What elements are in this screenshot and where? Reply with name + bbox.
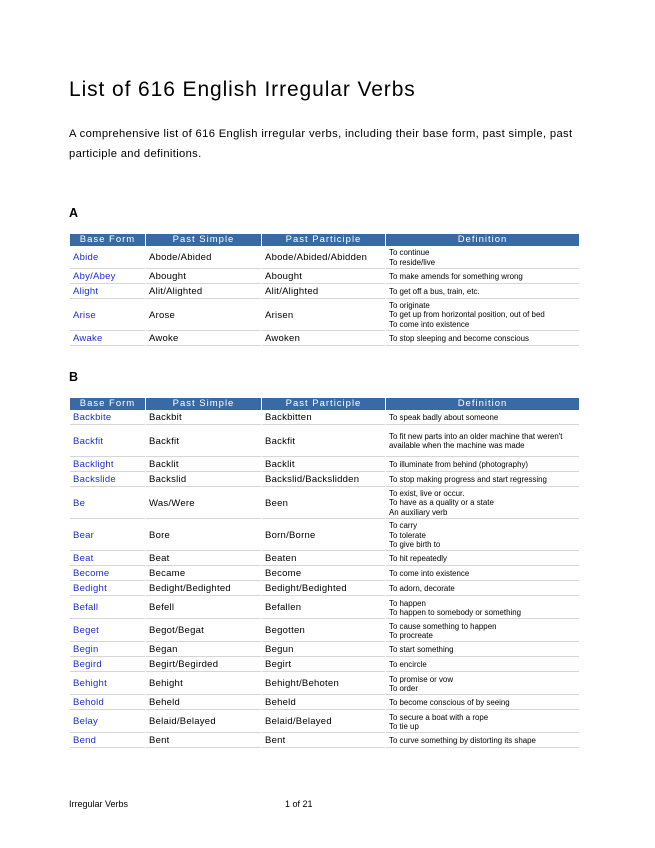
definition-line: To stop making progress and start regressing (389, 474, 547, 484)
verb-link[interactable]: Befall (70, 597, 145, 619)
past-participle-cell: Bent (262, 734, 385, 748)
past-participle-cell: Become (262, 567, 385, 581)
column-header-past-participle: Past Participle (262, 398, 385, 410)
definition-line: To make amends for something wrong (389, 271, 523, 281)
past-participle-cell: Befallen (262, 597, 385, 619)
definition-line: To come into existence (389, 569, 470, 579)
verb-link[interactable]: Backbite (70, 411, 145, 425)
past-simple-cell: Abought (146, 270, 261, 284)
definition-line: To tie up (389, 721, 419, 731)
section-heading-a: A (69, 206, 79, 220)
past-simple-cell: Backbit (146, 411, 261, 425)
past-participle-cell: Abought (262, 270, 385, 284)
table-row (70, 488, 579, 519)
definition-cell (386, 643, 579, 657)
definition-line: To speak badly about someone (389, 412, 499, 422)
column-header-past-simple: Past Simple (146, 234, 261, 246)
table-row (70, 658, 579, 672)
verb-link[interactable]: Become (70, 567, 145, 581)
past-simple-cell: Awoke (146, 332, 261, 346)
definition-cell (386, 734, 579, 748)
footer-label: Irregular Verbs (69, 799, 129, 809)
past-participle-cell: Backbitten (262, 411, 385, 425)
table-row (70, 620, 579, 642)
definition-line: To illuminate from behind (photography) (389, 459, 529, 469)
past-participle-cell: Backfit (262, 426, 385, 457)
table-row (70, 332, 579, 346)
page-number: 1 of 21 (285, 799, 313, 809)
verb-link[interactable]: Bend (70, 734, 145, 748)
table-row (70, 582, 579, 596)
definition-cell (386, 458, 579, 472)
verb-link[interactable]: Backlight (70, 458, 145, 472)
past-simple-cell: Behight (146, 673, 261, 695)
definition-cell (386, 300, 579, 331)
verb-link[interactable]: Behight (70, 673, 145, 695)
verb-link[interactable]: Arise (70, 300, 145, 331)
verb-link[interactable]: Alight (70, 285, 145, 299)
definition-cell (386, 270, 579, 284)
definition-cell (386, 620, 579, 642)
past-simple-cell: Beat (146, 552, 261, 566)
verb-link[interactable]: Begin (70, 643, 145, 657)
definition-line: To curve something by distorting its shape (389, 736, 536, 746)
past-simple-cell: Begot/Begat (146, 620, 261, 642)
section-heading-b: B (69, 370, 79, 384)
verb-link[interactable]: Awake (70, 332, 145, 346)
verb-link[interactable]: Beget (70, 620, 145, 642)
past-participle-cell: Arisen (262, 300, 385, 331)
definition-cell (386, 520, 579, 551)
past-simple-cell: Begirt/Begirded (146, 658, 261, 672)
table-row (70, 300, 579, 331)
table-row (70, 673, 579, 695)
verb-link[interactable]: Belay (70, 711, 145, 733)
table-row (70, 411, 579, 425)
definition-line: An auxiliary verb (389, 507, 448, 517)
verb-link[interactable]: Abide (70, 247, 145, 269)
definition-line: To procreate (389, 630, 433, 640)
column-header-base-form: Base Form (70, 234, 145, 246)
table-row (70, 458, 579, 472)
table-row (70, 520, 579, 551)
table-row (70, 696, 579, 710)
verb-link[interactable]: Behold (70, 696, 145, 710)
definition-line: To originate (389, 301, 430, 310)
page-title: List of 616 English Irregular Verbs (69, 78, 416, 101)
past-participle-cell: Beaten (262, 552, 385, 566)
past-simple-cell: Became (146, 567, 261, 581)
past-participle-cell: Begotten (262, 620, 385, 642)
definition-line: To tolerate (389, 530, 426, 540)
past-simple-cell: Bore (146, 520, 261, 551)
definition-line: To order (389, 683, 418, 693)
past-simple-cell: Bedight/Bedighted (146, 582, 261, 596)
table-row (70, 247, 579, 269)
definition-line: To encircle (389, 660, 427, 670)
past-simple-cell: Backlit (146, 458, 261, 472)
column-header-definition: Definition (386, 234, 579, 246)
definition-line: To cause something to happen (389, 621, 497, 631)
definition-line: To happen (389, 598, 426, 608)
column-header-base-form: Base Form (70, 398, 145, 410)
past-simple-cell: Backfit (146, 426, 261, 457)
definition-line: To continue (389, 248, 430, 258)
past-simple-cell: Befell (146, 597, 261, 619)
past-simple-cell: Alit/Alighted (146, 285, 261, 299)
verb-link[interactable]: Aby/Abey (70, 270, 145, 284)
definition-line: To hit repeatedly (389, 554, 447, 564)
table-row (70, 270, 579, 284)
past-simple-cell: Arose (146, 300, 261, 331)
definition-line: To have as a quality or a state (389, 498, 494, 508)
definition-cell (386, 711, 579, 733)
definition-line: To come into existence (389, 319, 470, 329)
past-simple-cell: Was/Were (146, 488, 261, 519)
past-participle-cell: Bedight/Bedighted (262, 582, 385, 596)
definition-line: To give birth to (389, 540, 441, 550)
definition-line: To carry (389, 521, 418, 531)
definition-cell (386, 696, 579, 710)
definition-line: To fit new parts into an older machine that weren't available when the machine was made (389, 431, 563, 450)
table-row (70, 734, 579, 748)
definition-line: To become conscious of by seeing (389, 698, 510, 708)
past-participle-cell: Backslid/Backslidden (262, 473, 385, 487)
past-participle-cell: Backlit (262, 458, 385, 472)
verb-link[interactable]: Beat (70, 552, 145, 566)
past-participle-cell: Behight/Behoten (262, 673, 385, 695)
past-simple-cell: Abode/Abided (146, 247, 261, 269)
verb-link[interactable]: Backslide (70, 473, 145, 487)
past-simple-cell: Beheld (146, 696, 261, 710)
past-simple-cell: Belaid/Belayed (146, 711, 261, 733)
column-header-past-participle: Past Participle (262, 234, 385, 246)
past-participle-cell: Beheld (262, 696, 385, 710)
definition-line: To happen to somebody or something (389, 607, 522, 617)
past-participle-cell: Belaid/Belayed (262, 711, 385, 733)
definition-line: To get up from horizontal position, out of bed (389, 310, 545, 320)
definition-cell (386, 552, 579, 566)
table-row (70, 285, 579, 299)
table-row (70, 711, 579, 733)
definition-line: To promise or vow (389, 674, 454, 684)
table-row (70, 426, 579, 457)
definition-line: To adorn, decorate (389, 584, 455, 594)
past-participle-cell: Begun (262, 643, 385, 657)
past-participle-cell: Alit/Alighted (262, 285, 385, 299)
past-simple-cell: Backslid (146, 473, 261, 487)
table-row (70, 567, 579, 581)
definition-cell (386, 473, 579, 487)
past-simple-cell: Began (146, 643, 261, 657)
definition-cell (386, 285, 579, 299)
intro-paragraph: A comprehensive list of 616 English irregular verbs, including their base form, past simple, past participle and definitions. (69, 128, 573, 160)
past-participle-cell: Been (262, 488, 385, 519)
column-header-past-simple: Past Simple (146, 398, 261, 410)
definition-cell (386, 582, 579, 596)
past-simple-cell: Bent (146, 734, 261, 748)
definition-line: To secure a boat with a rope (389, 712, 489, 722)
definition-cell (386, 673, 579, 695)
past-participle-cell: Begirt (262, 658, 385, 672)
table-header-row (70, 398, 579, 410)
definition-cell (386, 426, 579, 457)
verbs-table-b (69, 397, 580, 749)
table-row (70, 597, 579, 619)
past-participle-cell: Awoken (262, 332, 385, 346)
definition-cell (386, 567, 579, 581)
verb-link[interactable]: Bedight (70, 582, 145, 596)
verb-link[interactable]: Backfit (70, 426, 145, 457)
definition-line: To reside/live (389, 257, 436, 267)
table-row (70, 473, 579, 487)
verb-link[interactable]: Be (70, 488, 145, 519)
past-participle-cell: Born/Borne (262, 520, 385, 551)
definition-cell (386, 411, 579, 425)
past-participle-cell: Abode/Abided/Abidden (262, 247, 385, 269)
column-header-definition: Definition (386, 398, 579, 410)
definition-cell (386, 597, 579, 619)
definition-line: To start something (389, 645, 454, 655)
definition-cell (386, 658, 579, 672)
verb-link[interactable]: Begird (70, 658, 145, 672)
definition-cell (386, 247, 579, 269)
verb-link[interactable]: Bear (70, 520, 145, 551)
table-row (70, 643, 579, 657)
table-header-row (70, 234, 579, 246)
verbs-table-a (69, 233, 580, 347)
definition-cell (386, 332, 579, 346)
table-row (70, 552, 579, 566)
definition-line: To exist, live or occur. (389, 489, 465, 498)
definition-line: To get off a bus, train, etc. (389, 286, 480, 296)
definition-cell (386, 488, 579, 519)
definition-line: To stop sleeping and become conscious (389, 334, 529, 344)
